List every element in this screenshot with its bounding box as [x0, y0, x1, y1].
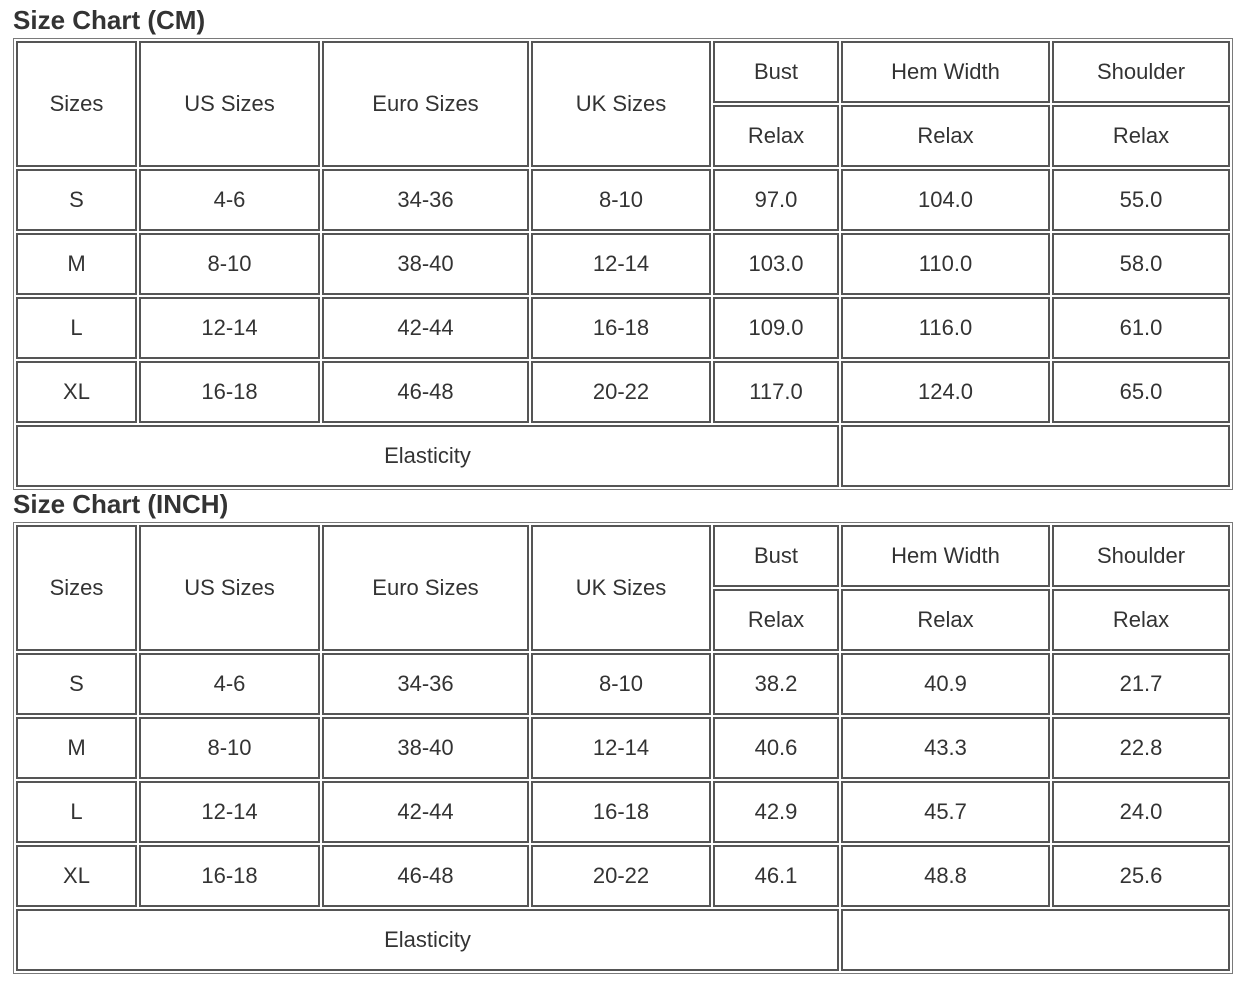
header-row — [16, 41, 1230, 103]
table-row — [16, 233, 1230, 295]
cell-size: XL — [16, 845, 137, 907]
header-us-sizes: US Sizes — [139, 41, 320, 167]
cell-hem-width: 45.7 — [841, 781, 1050, 843]
cell-bust: 38.2 — [713, 653, 839, 715]
cell-euro-size: 38-40 — [322, 233, 529, 295]
cell-euro-size: 34-36 — [322, 653, 529, 715]
cell-size: M — [16, 233, 137, 295]
header-bust: Bust — [713, 41, 839, 103]
cell-uk-size: 16-18 — [531, 297, 711, 359]
size-chart-cm-title: Size Chart (CM) — [13, 5, 206, 35]
elasticity-row — [16, 425, 1230, 487]
cell-bust: 42.9 — [713, 781, 839, 843]
header-sizes: Sizes — [16, 525, 137, 651]
header-sizes: Sizes — [16, 41, 137, 167]
subheader-hem-relax: Relax — [841, 105, 1050, 167]
header-euro-sizes: Euro Sizes — [322, 525, 529, 651]
cell-hem-width: 43.3 — [841, 717, 1050, 779]
cell-size: L — [16, 297, 137, 359]
cell-size: L — [16, 781, 137, 843]
elasticity-label: Elasticity — [16, 909, 839, 971]
size-chart-cm-table — [13, 38, 1233, 490]
cell-euro-size: 42-44 — [322, 781, 529, 843]
cell-hem-width: 48.8 — [841, 845, 1050, 907]
header-shoulder: Shoulder — [1052, 41, 1230, 103]
cell-bust: 46.1 — [713, 845, 839, 907]
cell-euro-size: 46-48 — [322, 845, 529, 907]
subheader-hem-relax: Relax — [841, 589, 1050, 651]
header-bust: Bust — [713, 525, 839, 587]
cell-uk-size: 16-18 — [531, 781, 711, 843]
cell-bust: 40.6 — [713, 717, 839, 779]
subheader-bust-relax: Relax — [713, 589, 839, 651]
cell-size: XL — [16, 361, 137, 423]
cell-shoulder: 65.0 — [1052, 361, 1230, 423]
cell-shoulder: 61.0 — [1052, 297, 1230, 359]
table-row — [16, 297, 1230, 359]
header-hem-width: Hem Width — [841, 525, 1050, 587]
cell-us-size: 12-14 — [139, 781, 320, 843]
cell-size: S — [16, 653, 137, 715]
cell-uk-size: 8-10 — [531, 653, 711, 715]
header-uk-sizes: UK Sizes — [531, 525, 711, 651]
cell-shoulder: 22.8 — [1052, 717, 1230, 779]
elasticity-label: Elasticity — [16, 425, 839, 487]
table-row — [16, 653, 1230, 715]
table-row — [16, 845, 1230, 907]
header-us-sizes: US Sizes — [139, 525, 320, 651]
elasticity-value — [841, 425, 1230, 487]
cell-euro-size: 46-48 — [322, 361, 529, 423]
header-euro-sizes: Euro Sizes — [322, 41, 529, 167]
cell-shoulder: 21.7 — [1052, 653, 1230, 715]
cell-shoulder: 25.6 — [1052, 845, 1230, 907]
subheader-bust-relax: Relax — [713, 105, 839, 167]
cell-bust: 109.0 — [713, 297, 839, 359]
header-shoulder: Shoulder — [1052, 525, 1230, 587]
table-row — [16, 717, 1230, 779]
cell-us-size: 12-14 — [139, 297, 320, 359]
cell-us-size: 16-18 — [139, 845, 320, 907]
cell-uk-size: 20-22 — [531, 845, 711, 907]
size-chart-inch-title: Size Chart (INCH) — [13, 489, 229, 519]
cell-uk-size: 20-22 — [531, 361, 711, 423]
subheader-shoulder-relax: Relax — [1052, 105, 1230, 167]
cell-hem-width: 110.0 — [841, 233, 1050, 295]
cell-bust: 97.0 — [713, 169, 839, 231]
cell-hem-width: 116.0 — [841, 297, 1050, 359]
cell-hem-width: 40.9 — [841, 653, 1050, 715]
cell-uk-size: 12-14 — [531, 233, 711, 295]
table-row — [16, 781, 1230, 843]
cell-hem-width: 104.0 — [841, 169, 1050, 231]
cell-euro-size: 42-44 — [322, 297, 529, 359]
cell-euro-size: 38-40 — [322, 717, 529, 779]
cell-size: S — [16, 169, 137, 231]
cell-us-size: 8-10 — [139, 233, 320, 295]
size-chart-inch-table — [13, 522, 1233, 974]
cell-us-size: 16-18 — [139, 361, 320, 423]
cell-size: M — [16, 717, 137, 779]
elasticity-value — [841, 909, 1230, 971]
table-row — [16, 169, 1230, 231]
elasticity-row — [16, 909, 1230, 971]
cell-uk-size: 12-14 — [531, 717, 711, 779]
cell-shoulder: 24.0 — [1052, 781, 1230, 843]
cell-euro-size: 34-36 — [322, 169, 529, 231]
subheader-shoulder-relax: Relax — [1052, 589, 1230, 651]
header-hem-width: Hem Width — [841, 41, 1050, 103]
cell-us-size: 8-10 — [139, 717, 320, 779]
table-row — [16, 361, 1230, 423]
cell-uk-size: 8-10 — [531, 169, 711, 231]
cell-bust: 103.0 — [713, 233, 839, 295]
cell-hem-width: 124.0 — [841, 361, 1050, 423]
cell-bust: 117.0 — [713, 361, 839, 423]
cell-shoulder: 58.0 — [1052, 233, 1230, 295]
cell-shoulder: 55.0 — [1052, 169, 1230, 231]
header-row — [16, 525, 1230, 587]
header-uk-sizes: UK Sizes — [531, 41, 711, 167]
cell-us-size: 4-6 — [139, 653, 320, 715]
cell-us-size: 4-6 — [139, 169, 320, 231]
